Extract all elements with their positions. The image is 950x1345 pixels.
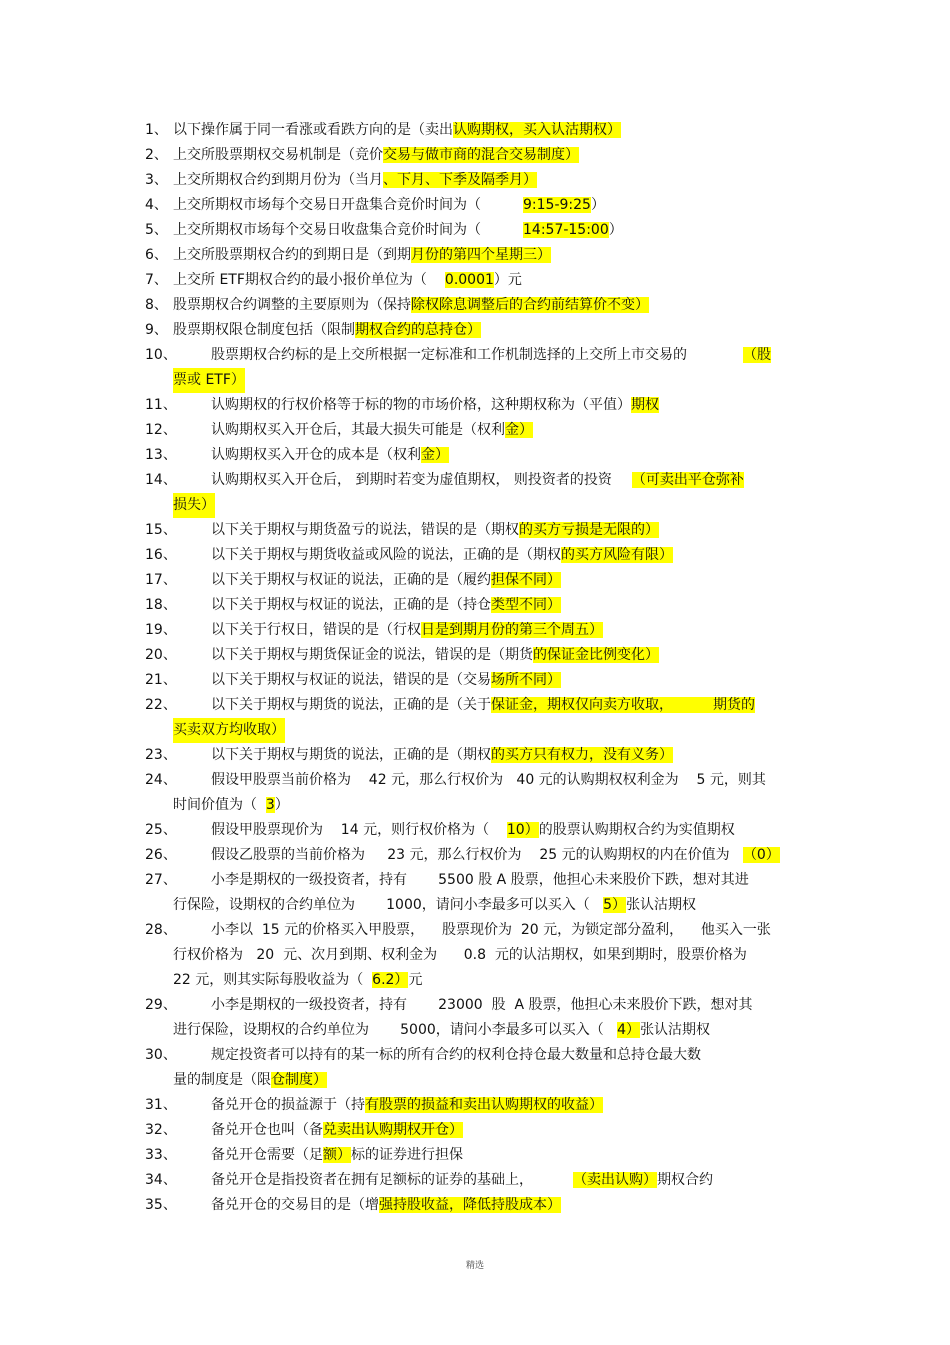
answer-highlight: 有股票的损益和卖出认购期权的收益） (365, 1097, 603, 1113)
question-number: 19、 (145, 622, 177, 638)
question-number: 24、 (145, 772, 177, 788)
answer-highlight: 仓制度） (271, 1072, 327, 1088)
answer-highlight: 的买方亏损是无限的） (519, 522, 659, 538)
answer-highlight: 的保证金比例变化） (533, 647, 659, 663)
question-text: 上交所期权合约到期月份为（当月、下月、下季及隔季月） (173, 172, 537, 188)
answer-highlight: 、下月、下季及隔季月） (383, 172, 537, 188)
question-number: 20、 (145, 647, 177, 663)
question-text: 认购期权的行权价格等于标的物的市场价格，这种期权称为（平值）期权 (211, 397, 659, 413)
question-text-line3: 22 元，则其实际每股收益为（ 6.2）元 (173, 972, 423, 988)
question-text: 以下关于期权与权证的说法，正确的是（履约担保不同） (211, 572, 561, 588)
answer-highlight: 的买方风险有限） (561, 547, 673, 563)
question-text: 以下关于期权与期货收益或风险的说法，正确的是（期权的买方风险有限） (211, 547, 673, 563)
answer-highlight: 10） (506, 822, 539, 838)
question-number: 23、 (145, 747, 177, 763)
answer-highlight-continued: 票或 ETF） (173, 368, 245, 393)
answer-highlight: 日是到期月份的第三个周五） (421, 622, 603, 638)
question-text: 备兑开仓的交易目的是（增强持股收益，降低持股成本） (211, 1197, 561, 1213)
answer-highlight: 14:57-15:00 (523, 222, 609, 238)
answer-highlight: 0.0001 (444, 272, 494, 288)
question-number: 10、 (145, 347, 177, 363)
question-text: 以下关于期权与期货保证金的说法，错误的是（期货的保证金比例变化） (211, 647, 659, 663)
page-footer: 精选 (465, 1261, 484, 1271)
answer-highlight: 除权除息调整后的合约前结算价不变） (411, 297, 649, 313)
question-number: 25、 (145, 822, 177, 838)
answer-highlight: 6.2） (372, 972, 409, 988)
question-text: 假设乙股票的当前价格为 23 元，那么行权价为 25 元的认购期权的内在价值为 （0） (211, 847, 780, 863)
question-text-line2: 行权价格为 20 元、次月到期、权利金为 0.8 元的认沽期权，如果到期时，股票价格为 (173, 947, 747, 963)
question-text: 以下关于期权与期货的说法，正确的是（关于保证金，期权仅向卖方收取， 期货的 (211, 697, 756, 713)
question-number: 14、 (145, 472, 177, 488)
question-number: 29、 (145, 997, 177, 1013)
question-number: 11、 (145, 397, 177, 413)
answer-highlight: 5） (603, 897, 627, 913)
question-number: 8、 (145, 297, 168, 313)
answer-highlight: 认购期权，买入认沽期权） (453, 122, 621, 138)
answer-highlight: 3 (265, 797, 275, 813)
question-text: 假设甲股票现价为 14 元，则行权价格为（ 10）的股票认购期权合约为实值期权 (211, 822, 735, 838)
question-text: 以下操作属于同一看涨或看跌方向的是（卖出认购期权，买入认沽期权） (173, 122, 621, 138)
question-number: 26、 (145, 847, 177, 863)
answer-highlight: 月份的第四个星期三） (411, 247, 551, 263)
question-text: 备兑开仓是指投资者在拥有足额标的证券的基础上， （卖出认购）期权合约 (211, 1172, 714, 1188)
answer-highlight: 担保不同） (491, 572, 561, 588)
question-number: 7、 (145, 272, 168, 288)
question-text: 小李是期权的一级投资者，持有 5500 股 A 股票，他担心未来股价下跌，想对其进 (211, 872, 749, 888)
question-text: 以下关于期权与期货的说法，正确的是（期权的买方只有权力，没有义务） (211, 747, 673, 763)
answer-highlight-continued: 损失） (173, 493, 215, 518)
answer-highlight: 期权合约的总持仓） (355, 322, 481, 338)
question-text: 以下关于期权与权证的说法，正确的是（持仓类型不同） (211, 597, 561, 613)
question-number: 22、 (145, 697, 177, 713)
question-text: 认购期权买入开仓的成本是（权利金） (211, 447, 449, 463)
question-text: 上交所期权市场每个交易日收盘集合竞价时间为（ 14:57-15:00） (173, 222, 623, 238)
question-number: 2、 (145, 147, 168, 163)
answer-highlight: 9:15-9:25 (523, 197, 591, 213)
question-number: 3、 (145, 172, 168, 188)
question-number: 4、 (145, 197, 168, 213)
question-text: 以下关于期权与期货盈亏的说法，错误的是（期权的买方亏损是无限的） (211, 522, 659, 538)
answer-highlight: 的买方只有权力，没有义务） (491, 747, 673, 763)
question-number: 33、 (145, 1147, 177, 1163)
answer-highlight: 金） (421, 447, 449, 463)
answer-highlight: 类型不同） (491, 597, 561, 613)
question-number: 30、 (145, 1047, 177, 1063)
question-text: 认购期权买入开仓后， 到期时若变为虚值期权， 则投资者的投资 （可卖出平仓弥补 (211, 472, 744, 488)
answer-highlight: （可卖出平仓弥补 (631, 472, 744, 488)
answer-highlight: （股 (743, 347, 771, 363)
answer-highlight: 兑卖出认购期权开仓） (323, 1122, 463, 1138)
question-text: 上交所股票期权合约的到期日是（到期月份的第四个星期三） (173, 247, 551, 263)
question-number: 1、 (145, 122, 168, 138)
question-text: 备兑开仓的损益源于（持有股票的损益和卖出认购期权的收益） (211, 1097, 603, 1113)
answer-highlight: 场所不同） (491, 672, 561, 688)
question-text: 以下关于期权与权证的说法，错误的是（交易场所不同） (211, 672, 561, 688)
question-number: 17、 (145, 572, 177, 588)
question-number: 31、 (145, 1097, 177, 1113)
question-text: 上交所股票期权交易机制是（竞价交易与做市商的混合交易制度） (173, 147, 579, 163)
question-number: 12、 (145, 422, 177, 438)
question-number: 6、 (145, 247, 168, 263)
answer-highlight: 强持股收益，降低持股成本） (379, 1197, 561, 1213)
answer-highlight: （0） (742, 847, 780, 863)
question-number: 15、 (145, 522, 177, 538)
question-number: 5、 (145, 222, 168, 238)
question-text-line2: 进行保险，设期权的合约单位为 5000，请问小李最多可以买入（ 4）张认沽期权 (173, 1022, 711, 1038)
question-number: 35、 (145, 1197, 177, 1213)
question-number: 21、 (145, 672, 177, 688)
answer-highlight: 金） (505, 422, 533, 438)
answer-highlight: 期权 (631, 397, 659, 413)
question-text: 规定投资者可以持有的某一标的所有合约的权利仓持仓最大数量和总持仓最大数 (211, 1047, 701, 1063)
question-text: 股票期权合约调整的主要原则为（保持除权除息调整后的合约前结算价不变） (173, 297, 649, 313)
question-text-line2: 行保险，设期权的合约单位为 1000，请问小李最多可以买入（ 5）张认沽期权 (173, 897, 697, 913)
question-number: 32、 (145, 1122, 177, 1138)
question-number: 34、 (145, 1172, 177, 1188)
answer-highlight-continued: 买卖双方均收取） (173, 718, 285, 743)
question-text: 认购期权买入开仓后，其最大损失可能是（权利金） (211, 422, 533, 438)
question-number: 9、 (145, 322, 168, 338)
question-text: 上交所 ETF期权合约的最小报价单位为（ 0.0001）元 (173, 272, 522, 288)
question-number: 16、 (145, 547, 177, 563)
question-text: 以下关于行权日，错误的是（行权日是到期月份的第三个周五） (211, 622, 603, 638)
question-text: 假设甲股票当前价格为 42 元，那么行权价为 40 元的认购期权权利金为 5 元，则其 (211, 772, 766, 788)
answer-highlight: 额） (323, 1147, 351, 1163)
question-number: 18、 (145, 597, 177, 613)
answer-highlight: 交易与做市商的混合交易制度） (383, 147, 579, 163)
answer-highlight: 保证金，期权仅向卖方收取， 期货的 (491, 697, 756, 713)
question-number: 28、 (145, 922, 177, 938)
question-text-line2: 时间价值为（ 3） (173, 797, 289, 813)
question-text: 上交所期权市场每个交易日开盘集合竞价时间为（ 9:15-9:25） (173, 197, 605, 213)
question-text: 小李以 15 元的价格买入甲股票， 股票现价为 20 元，为锁定部分盈利， 他买入一张 (211, 922, 771, 938)
question-number: 27、 (145, 872, 177, 888)
question-number: 13、 (145, 447, 177, 463)
question-text-line2: 量的制度是（限仓制度） (173, 1072, 327, 1088)
question-text: 备兑开仓需要（足额）标的证券进行担保 (211, 1147, 463, 1163)
answer-highlight: （卖出认购） (573, 1172, 658, 1188)
question-text: 备兑开仓也叫（备兑卖出认购期权开仓） (211, 1122, 463, 1138)
question-text: 股票期权合约标的是上交所根据一定标准和工作机制选择的上交所上市交易的 （股 (211, 347, 771, 363)
answer-highlight: 4） (617, 1022, 641, 1038)
question-text: 小李是期权的一级投资者，持有 23000 股 A 股票，他担心未来股价下跌，想对其 (211, 997, 753, 1013)
question-text: 股票期权限仓制度包括（限制期权合约的总持仓） (173, 322, 481, 338)
